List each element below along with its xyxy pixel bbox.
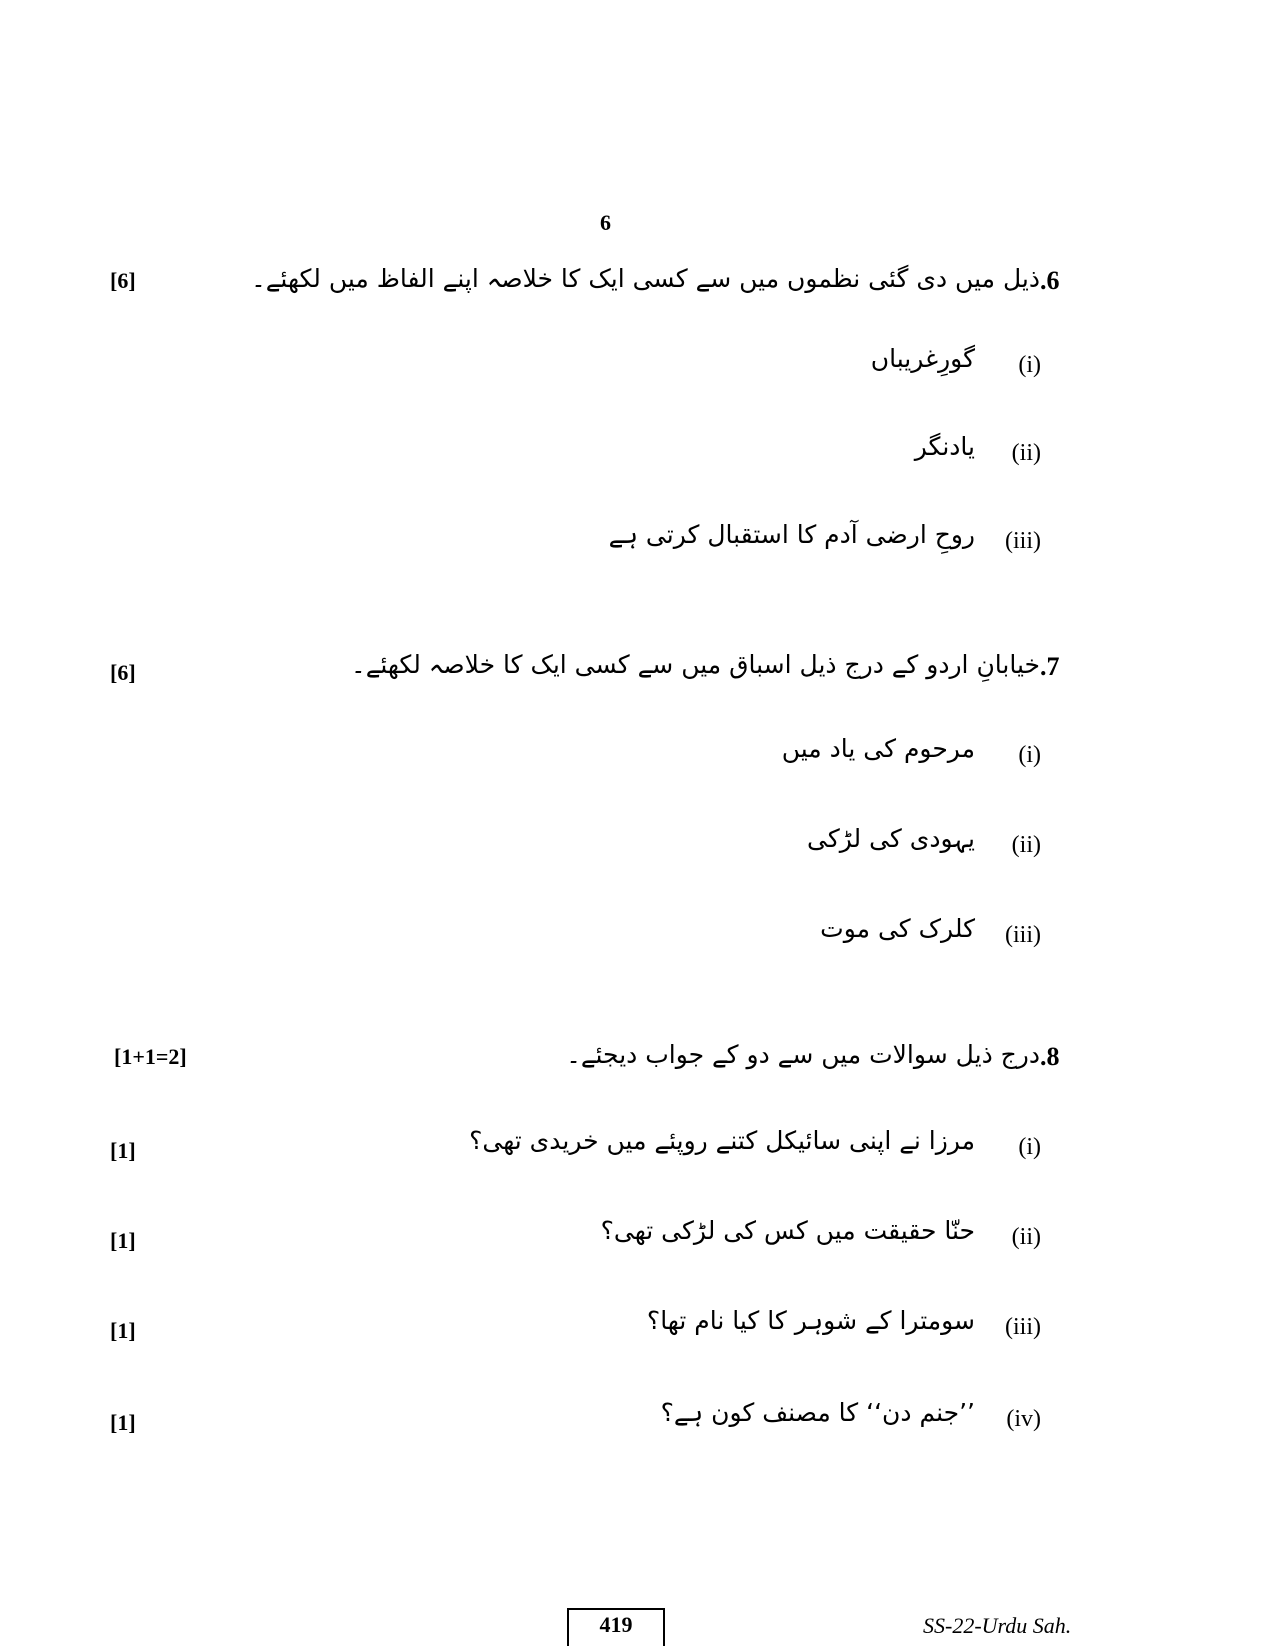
item-text: کلرک کی موت [820,914,975,943]
item-label: (iii) [1005,922,1041,948]
item-text: مرحوم کی یاد میں [781,734,975,763]
item-text: مرزا نے اپنی سائیکل کتنے روپئے میں خریدی تھی؟ [469,1126,975,1155]
item-label: (ii) [1011,832,1041,858]
item-label: (iv) [1006,1406,1041,1432]
item-label: (iii) [1005,1314,1041,1340]
question-number: .8 [1040,1042,1060,1071]
item-label: (i) [1018,742,1041,768]
item-marks: [1] [110,1228,136,1253]
question-number: .7 [1040,652,1060,681]
item-text: حنّا حقیقت میں کس کی لڑکی تھی؟ [600,1216,975,1245]
item-marks: [1] [110,1138,136,1163]
question-text: خیابانِ اردو کے درج ذیل اسباق میں سے کسی ایک کا خلاصہ لکھئے۔ [351,650,1040,679]
item-label: (ii) [1011,1224,1041,1250]
question-marks: [6] [110,660,136,685]
item-marks: [1] [110,1410,136,1435]
question-marks: [1+1=2] [114,1044,187,1069]
item-text: یادنگر [914,432,975,461]
footer-page-number: 419 [567,1608,665,1646]
item-text: گورِغریباں [870,344,975,373]
item-text: ’’جنم دن‘‘ کا مصنف کون ہے؟ [660,1398,975,1427]
page-top-number: 6 [600,210,611,235]
question-marks: [6] [110,268,136,293]
item-text: یہودی کی لڑکی [806,824,975,853]
footer-paper-code: SS-22-Urdu Sah. [923,1613,1072,1638]
item-label: (i) [1018,1134,1041,1160]
question-text: درج ذیل سوالات میں سے دو کے جواب دیجئے۔ [566,1040,1040,1069]
item-text: روحِ ارضی آدم کا استقبال کرتی ہے [608,520,975,549]
question-text: ذیل میں دی گئی نظموں میں سے کسی ایک کا خلاصہ اپنے الفاظ میں لکھئے۔ [251,264,1040,293]
item-label: (i) [1018,352,1041,378]
item-text: سومترا کے شوہر کا کیا نام تھا؟ [646,1306,975,1335]
item-marks: [1] [110,1318,136,1343]
item-label: (iii) [1005,528,1041,554]
question-number: .6 [1040,266,1060,295]
item-label: (ii) [1011,440,1041,466]
